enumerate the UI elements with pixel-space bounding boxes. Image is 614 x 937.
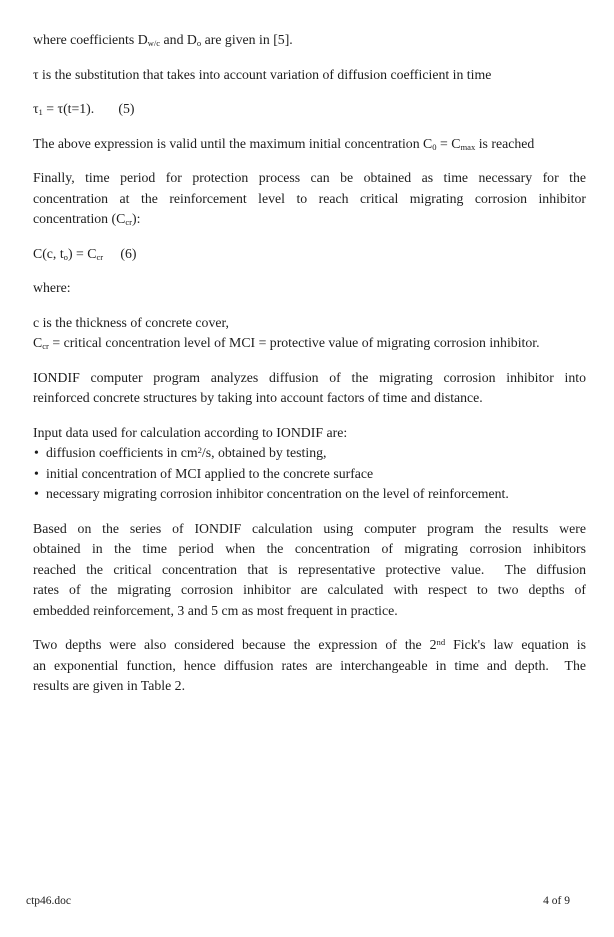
bullet-icon: •	[34, 445, 39, 460]
text-line: Input data used for calculation according to IONDIF are:	[33, 424, 348, 440]
paragraph	[33, 519, 586, 622]
document-content	[33, 30, 586, 711]
text-line: The above expression is valid until the maximum initial concentration $C_0 = C_{max}$ is reached	[33, 135, 535, 152]
bullet-item: • diffusion coefficients in $cm^2/s$, obtained by testing,	[33, 443, 586, 464]
bullet-icon: •	[34, 486, 39, 501]
paragraph	[33, 134, 586, 155]
text-line: Two depths were also considered because the expression of the 2nd Fick's law equation is	[33, 637, 587, 652]
text-line: where coefficients $D_{w/c}$ and $D_o$ are given in [5].	[33, 32, 293, 48]
text-line: where:	[33, 280, 71, 295]
bullet-list	[33, 443, 586, 505]
text-line: concentration $(C_{cr})$:	[33, 211, 141, 227]
text-line: IONDIF computer program analyzes diffusion of the migrating corrosion inhibitor into	[33, 369, 586, 385]
text-line: Finally, time period for protection process can be obtained as time necessary for the	[33, 170, 586, 185]
text-line: rates of the migrating corrosion inhibitor are calculated with respect to two depths of	[33, 582, 586, 597]
text-line: obtained in the time period when the concentration of migrating corrosion inhibitors	[33, 541, 586, 556]
bullet-item: • initial concentration of MCI applied to the concrete surface	[33, 464, 586, 485]
bullet-item: • necessary migrating corrosion inhibitor concentration on the level of reinforcement.	[33, 484, 586, 505]
document-filename: ctp46.doc	[26, 895, 72, 907]
paragraph	[33, 65, 586, 86]
text-line: C(c, $t_o) = C_{cr}$ (6)	[33, 245, 137, 262]
text-line: $\tau_1 = \tau(t=1)$. (5)	[33, 101, 135, 117]
text-line: results are given in Table 2.	[33, 678, 186, 693]
paragraph	[33, 423, 586, 444]
text-line: c is the thickness of concrete cover,	[33, 314, 229, 330]
text-line: τ is the substitution that takes into account variation of diffusion coefficient in time	[33, 66, 492, 82]
text-line: $C_{cr}$ = critical concentration level of MCI = protective value of migrating corrosion inhibitor.	[33, 335, 540, 351]
paragraph	[33, 635, 586, 697]
page-footer	[26, 894, 570, 908]
equation	[33, 244, 586, 265]
paragraph	[33, 368, 586, 409]
paragraph	[33, 168, 586, 230]
equation	[33, 99, 586, 120]
text-line: Based on the series of IONDIF calculation using computer program the results were	[33, 520, 586, 536]
text-line: embedded reinforcement, 3 and 5 cm as most frequent in practice.	[33, 602, 398, 618]
paragraph	[33, 278, 586, 299]
text-line: reached the critical concentration that is representative protective value. The diffusion	[33, 561, 586, 577]
paragraph	[33, 313, 586, 354]
text-line: reinforced concrete structures by taking into account factors of time and distance.	[33, 390, 483, 405]
text-line: an exponential function, hence diffusion rates are interchangeable in time and depth. The	[33, 657, 586, 673]
bullet-icon: •	[34, 465, 39, 481]
paragraph	[33, 30, 586, 51]
text-line: concentration at the reinforcement level to reach critical migrating corrosion inhibitor	[33, 190, 586, 206]
page-number: 4 of 9	[543, 895, 570, 907]
